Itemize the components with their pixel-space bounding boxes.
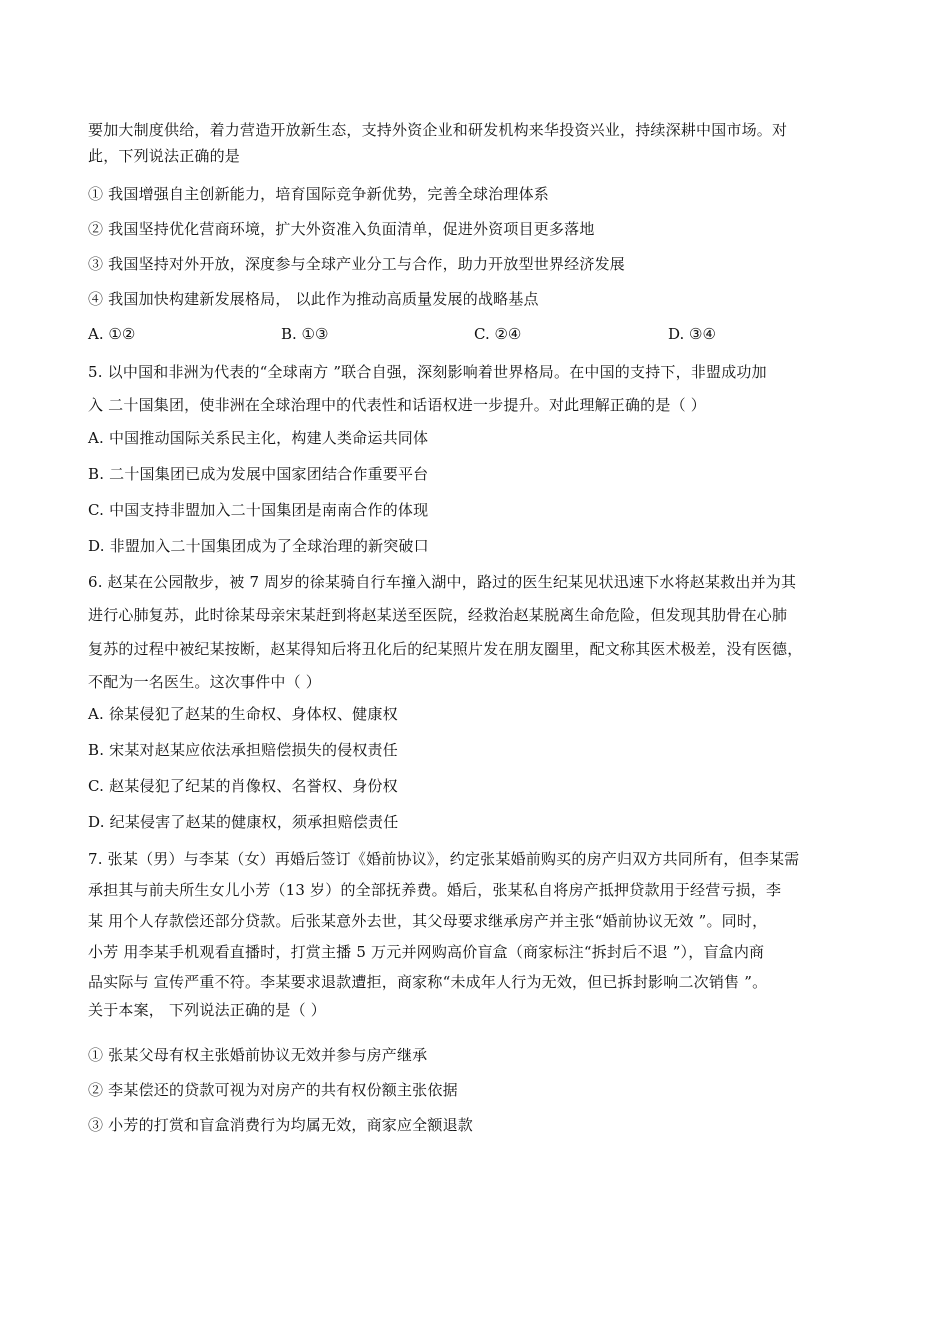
q4-option-d: D. ③④ xyxy=(668,325,716,343)
q4-statement-4: ④ 我国加快构建新发展格局， 以此作为推动高质量发展的战略基点 xyxy=(88,290,539,308)
q7-stem-line-1: 7. 张某（男）与李某（女）再婚后签订《婚前协议》，约定张某婚前购买的房产归双方共同所有，但李某需 xyxy=(88,850,800,868)
q5-option-d: D. 非盟加入二十国集团成为了全球治理的新突破口 xyxy=(88,537,429,555)
q7-stem-line-5: 品实际与 宣传严重不符。李某要求退款遭拒，商家称“未成年人行为无效，但已拆封影响二次销售 ”。 xyxy=(88,973,768,991)
q7-stem-line-2: 承担其与前夫所生女儿小芳（13 岁）的全部抚养费。婚后，张某私自将房产抵押贷款用于经营亏损，李 xyxy=(88,881,782,899)
q7-statement-3: ③ 小芳的打赏和盲盒消费行为均属无效，商家应全额退款 xyxy=(88,1116,473,1134)
q5-option-a: A. 中国推动国际关系民主化，构建人类命运共同体 xyxy=(88,429,429,447)
q4-option-b: B. ①③ xyxy=(281,325,329,343)
q6-option-a: A. 徐某侵犯了赵某的生命权、身体权、健康权 xyxy=(88,705,398,723)
q5-stem-line-1: 5. 以中国和非洲为代表的“全球南方 ”联合自强，深刻影响着世界格局。在中国的支持下，非盟成功加 xyxy=(88,363,767,381)
q7-stem-line-6: 关于本案， 下列说法正确的是（ ） xyxy=(88,1001,326,1019)
q6-option-c: C. 赵某侵犯了纪某的肖像权、名誉权、身份权 xyxy=(88,777,398,795)
q6-option-b: B. 宋某对赵某应依法承担赔偿损失的侵权责任 xyxy=(88,741,398,759)
q4-statement-2: ② 我国坚持优化营商环境，扩大外资准入负面清单，促进外资项目更多落地 xyxy=(88,220,595,238)
q6-stem-line-3: 复苏的过程中被纪某按断，赵某得知后将丑化后的纪某照片发在朋友圈里，配文称其医术极差，没有医德， xyxy=(88,640,803,658)
q6-option-d: D. 纪某侵害了赵某的健康权，须承担赔偿责任 xyxy=(88,813,399,831)
q4-stem-line-1: 要加大制度供给，着力营造开放新生态，支持外资企业和研发机构来华投资兴业，持续深耕中国市场。对 xyxy=(88,121,788,139)
q7-statement-1: ① 张某父母有权主张婚前协议无效并参与房产继承 xyxy=(88,1046,428,1064)
q5-stem-line-2: 入 二十国集团，使非洲在全球治理中的代表性和话语权进一步提升。对此理解正确的是（ ） xyxy=(88,396,706,414)
q6-stem-line-2: 进行心肺复苏，此时徐某母亲宋某赶到将赵某送至医院，经救治赵某脱离生命危险，但发现其肋骨在心肺 xyxy=(88,606,788,624)
q7-stem-line-4: 小芳 用李某手机观看直播时，打赏主播 5 万元并网购高价盲盒（商家标注“拆封后不退 ”），盲盒内商 xyxy=(88,943,765,961)
q5-option-b: B. 二十国集团已成为发展中国家团结合作重要平台 xyxy=(88,465,429,483)
q4-option-c: C. ②④ xyxy=(474,325,522,343)
q6-stem-line-4: 不配为一名医生。这次事件中（ ） xyxy=(88,673,321,691)
q6-stem-line-1: 6. 赵某在公园散步，被 7 周岁的徐某骑自行车撞入湖中，路过的医生纪某见状迅速下水将赵某救出并为其 xyxy=(88,573,797,591)
q4-option-a: A. ①② xyxy=(88,325,136,343)
q4-options-row xyxy=(88,324,868,344)
q5-option-c: C. 中国支持非盟加入二十国集团是南南合作的体现 xyxy=(88,501,429,519)
q7-stem-line-3: 某 用个人存款偿还部分贷款。后张某意外去世，其父母要求继承房产并主张“婚前协议无效 ”。同时， xyxy=(88,912,768,930)
q4-statement-1: ① 我国增强自主创新能力，培育国际竞争新优势，完善全球治理体系 xyxy=(88,185,549,203)
q7-statement-2: ② 李某偿还的贷款可视为对房产的共有权份额主张依据 xyxy=(88,1081,458,1099)
q4-statement-3: ③ 我国坚持对外开放，深度参与全球产业分工与合作，助力开放型世界经济发展 xyxy=(88,255,625,273)
q4-stem-line-2: 此，下列说法正确的是 xyxy=(88,147,241,165)
